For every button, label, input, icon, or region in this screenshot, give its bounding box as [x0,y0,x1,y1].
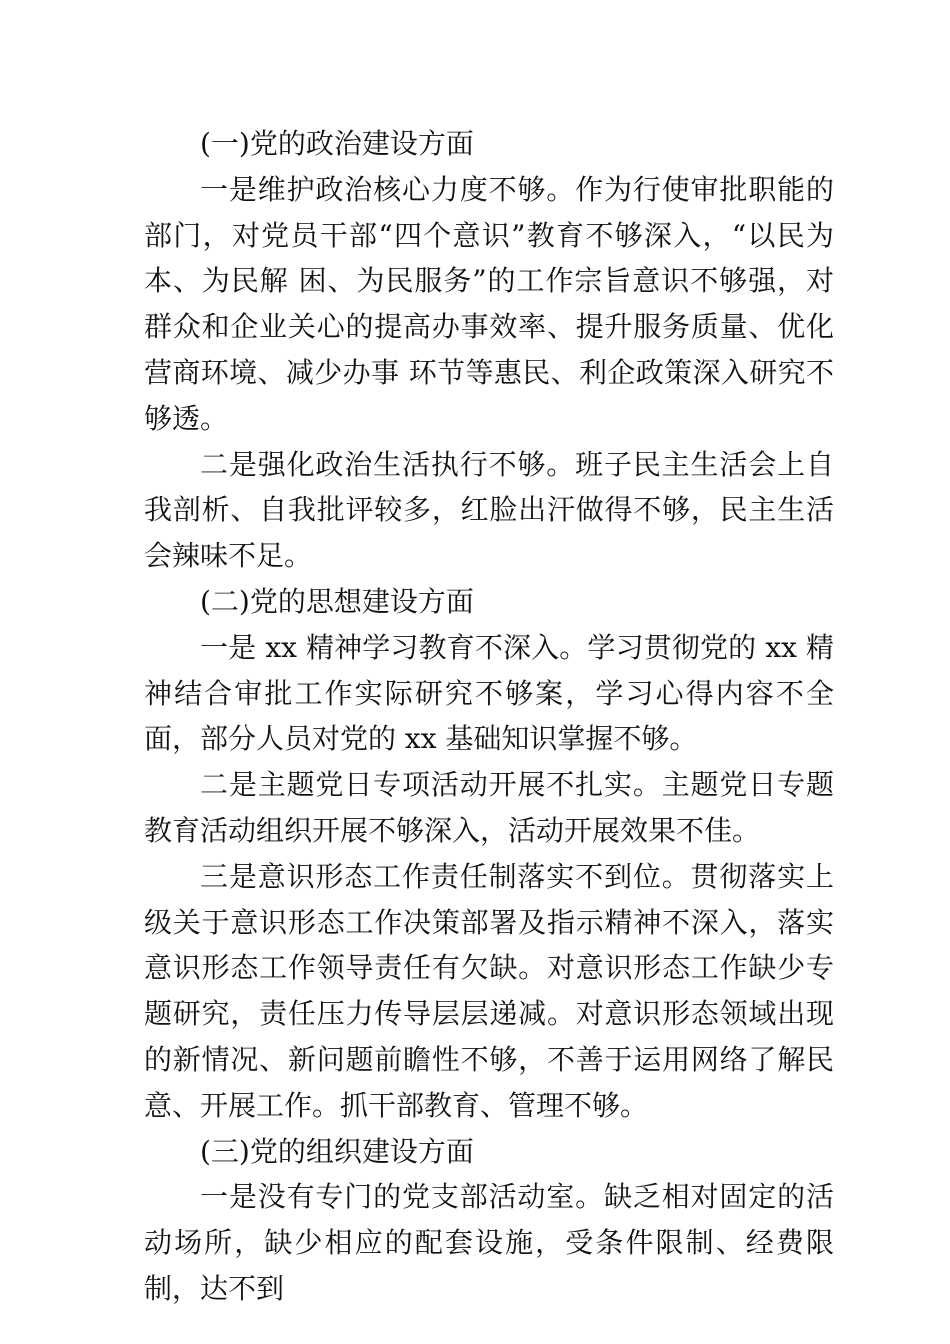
paragraph: 二是主题党日专项活动开展不扎实。主题党日专题教育活动组织开展不够深入，活动开展效果不佳。 [144,768,834,847]
section-heading: (二)党的思想建设方面 [200,584,474,618]
paragraph: 三是意识形态工作责任制落实不到位。贯彻落实上级关于意识形态工作决策部署及指示精神不深入，落实意识形态工作领导责任有欠缺。对意识形态工作缺少专题研究，责任压力传导层层递减。对意识形态领域出现的新情况、新问题前瞻性不够，不善于运用网络了解民意、开展工作。抓干部教育、管理不够。 [144,859,834,1122]
paragraph: 二是强化政治生活执行不够。班子民主生活会上自我剖析、自我批评较多，红脸出汗做得不够，民主生活会辣味不足。 [144,447,834,573]
document-body [144,121,834,1312]
section-heading: (一)党的政治建设方面 [200,127,474,160]
paragraph: 一是维护政治核心力度不够。作为行使审批职能的部门，对党员干部“四个意识”教育不够深入，“以民为本、为民解 困、为民服务”的工作宗旨意识不够强，对群众和企业关心的提高办事效率、提升服务质量、优化营商环境、减少办事 环节等惠民、利企政策深入研究不够透。 [144,172,834,435]
section-heading: (三)党的组织建设方面 [200,1134,474,1168]
paragraph: 一是 xx 精神学习教育不深入。学习贯彻党的 xx 精神结合审批工作实际研究不够案，学习心得内容不全面，部分人员对党的 xx 基础知识掌握不够。 [144,630,834,756]
paragraph: 一是没有专门的党支部活动室。缺乏相对固定的活动场所，缺少相应的配套设施，受条件限制、经费限制，达不到 [144,1180,834,1305]
